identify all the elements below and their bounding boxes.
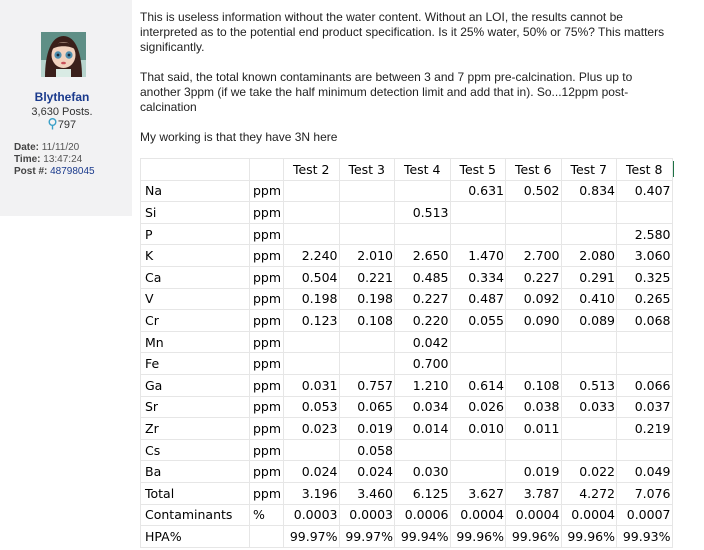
table-cell: 2.080 — [561, 245, 617, 267]
table-cell: 0.198 — [284, 288, 340, 310]
table-row — [141, 223, 678, 245]
table-cell — [284, 353, 340, 375]
table-cell: 0.022 — [561, 461, 617, 483]
doll-avatar-icon — [41, 32, 86, 77]
row-label: P — [141, 223, 250, 245]
table-cell: 0.092 — [506, 288, 562, 310]
table-cell: 0.023 — [284, 418, 340, 440]
table-cell: 7.076 — [617, 482, 673, 504]
table-cell: 0.220 — [395, 310, 451, 332]
row-label: Si — [141, 202, 250, 224]
table-cell: 0.089 — [561, 310, 617, 332]
table-cell — [506, 439, 562, 461]
table-cell: 0.265 — [617, 288, 673, 310]
row-unit: ppm — [250, 223, 284, 245]
row-unit: ppm — [250, 418, 284, 440]
table-cell — [506, 353, 562, 375]
table-row — [141, 396, 678, 418]
post-number — [14, 166, 95, 177]
time-value: 13:47:24 — [43, 154, 83, 165]
table-cell: 0.037 — [617, 396, 673, 418]
table-cell: 2.650 — [395, 245, 451, 267]
table-cell: 0.407 — [617, 180, 673, 202]
table-cell: 99.94% — [395, 526, 451, 548]
row-unit: ppm — [250, 396, 284, 418]
column-header: Test 8 — [617, 159, 673, 181]
table-cell — [284, 331, 340, 353]
table-cell: 99.93% — [617, 526, 673, 548]
table-cell: 0.227 — [506, 266, 562, 288]
table-row — [141, 439, 678, 461]
row-label: Contaminants — [141, 504, 250, 526]
row-unit: ppm — [250, 353, 284, 375]
table-cell: 0.0006 — [395, 504, 451, 526]
table-cell: 0.010 — [450, 418, 506, 440]
row-unit: ppm — [250, 461, 284, 483]
table-row — [141, 288, 678, 310]
table-cell: 0.090 — [506, 310, 562, 332]
table-edge-cell — [672, 245, 677, 267]
row-label: Mn — [141, 331, 250, 353]
table-row — [141, 418, 678, 440]
row-label: Zr — [141, 418, 250, 440]
reputation-value: 797 — [57, 119, 77, 131]
table-cell — [561, 418, 617, 440]
table-cell — [561, 353, 617, 375]
table-cell: 0.198 — [339, 288, 395, 310]
table-cell: 0.0003 — [339, 504, 395, 526]
table-edge-cell — [672, 266, 677, 288]
table-cell: 0.325 — [617, 266, 673, 288]
table-cell: 0.410 — [561, 288, 617, 310]
row-unit: ppm — [250, 374, 284, 396]
table-cell: 0.038 — [506, 396, 562, 418]
table-cell: 3.460 — [339, 482, 395, 504]
avatar[interactable] — [41, 32, 86, 77]
table-cell: 0.834 — [561, 180, 617, 202]
row-unit: ppm — [250, 482, 284, 504]
time-label: Time: — [14, 154, 41, 165]
table-cell — [617, 353, 673, 375]
row-label: Ca — [141, 266, 250, 288]
table-cell — [339, 180, 395, 202]
row-unit: ppm — [250, 439, 284, 461]
table-edge-cell — [672, 331, 677, 353]
table-cell: 0.0004 — [506, 504, 562, 526]
table-cell: 99.96% — [450, 526, 506, 548]
table-cell: 6.125 — [395, 482, 451, 504]
table-cell: 4.272 — [561, 482, 617, 504]
row-label: Ga — [141, 374, 250, 396]
table-cell: 0.055 — [450, 310, 506, 332]
table-cell: 0.227 — [395, 288, 451, 310]
table-cell — [339, 331, 395, 353]
row-unit — [250, 526, 284, 548]
table-cell: 0.513 — [561, 374, 617, 396]
table-row — [141, 504, 678, 526]
table-corner-cell — [141, 159, 250, 181]
column-header: Test 5 — [450, 159, 506, 181]
table-edge-cell — [672, 353, 677, 375]
row-label: V — [141, 288, 250, 310]
table-cell — [339, 202, 395, 224]
row-unit: ppm — [250, 310, 284, 332]
table-cell: 0.334 — [450, 266, 506, 288]
table-cell: 0.0004 — [561, 504, 617, 526]
table-row — [141, 482, 678, 504]
table-edge-cell — [672, 202, 677, 224]
table-cell: 2.010 — [339, 245, 395, 267]
table-cell: 0.631 — [450, 180, 506, 202]
row-label: Sr — [141, 396, 250, 418]
table-cell: 99.96% — [561, 526, 617, 548]
table-cell: 0.034 — [395, 396, 451, 418]
cell-cursor — [672, 159, 677, 181]
table-cell — [395, 180, 451, 202]
post-number-link[interactable]: 48798045 — [50, 166, 95, 177]
table-edge-cell — [672, 439, 677, 461]
table-cell: 0.502 — [506, 180, 562, 202]
table-cell — [284, 202, 340, 224]
row-unit: ppm — [250, 266, 284, 288]
table-row — [141, 331, 678, 353]
table-cell: 0.031 — [284, 374, 340, 396]
table-header-row — [141, 159, 678, 181]
table-cell: 0.0007 — [617, 504, 673, 526]
table-cell: 0.614 — [450, 374, 506, 396]
row-label: Total — [141, 482, 250, 504]
table-cell: 0.485 — [395, 266, 451, 288]
table-corner-cell — [250, 159, 284, 181]
table-cell: 1.470 — [450, 245, 506, 267]
table-row — [141, 461, 678, 483]
column-header: Test 3 — [339, 159, 395, 181]
row-unit: ppm — [250, 245, 284, 267]
table-cell: 0.513 — [395, 202, 451, 224]
table-cell — [617, 331, 673, 353]
table-cell: 0.024 — [339, 461, 395, 483]
table-edge-cell — [672, 180, 677, 202]
table-cell: 1.210 — [395, 374, 451, 396]
column-header: Test 2 — [284, 159, 340, 181]
row-label: Na — [141, 180, 250, 202]
table-cell: 99.96% — [506, 526, 562, 548]
row-label: Cr — [141, 310, 250, 332]
date-label: Date: — [14, 142, 40, 153]
post-body — [140, 10, 704, 145]
results-table — [140, 158, 678, 548]
post-text-line: This is useless information without the water content. Without an LOI, the results cannot be — [140, 10, 623, 24]
table-cell — [506, 223, 562, 245]
table-cell: 2.580 — [617, 223, 673, 245]
post-text-line: significantly. — [140, 40, 205, 54]
table-cell — [617, 202, 673, 224]
table-cell: 99.97% — [339, 526, 395, 548]
table-edge-cell — [672, 482, 677, 504]
table-cell — [561, 439, 617, 461]
table-cell: 0.108 — [339, 310, 395, 332]
table-cell — [450, 461, 506, 483]
table-edge-cell — [672, 310, 677, 332]
column-header: Test 7 — [561, 159, 617, 181]
table-cell — [284, 223, 340, 245]
table-cell — [450, 439, 506, 461]
user-sidebar — [0, 0, 132, 216]
table-row — [141, 180, 678, 202]
table-cell — [506, 331, 562, 353]
row-label: Ba — [141, 461, 250, 483]
table-edge-cell — [672, 504, 677, 526]
table-cell: 0.068 — [617, 310, 673, 332]
table-cell — [506, 202, 562, 224]
table-cell — [284, 439, 340, 461]
post-date — [14, 142, 79, 153]
column-header: Test 6 — [506, 159, 562, 181]
table-cell: 0.123 — [284, 310, 340, 332]
post-time — [14, 154, 82, 165]
table-cell — [339, 353, 395, 375]
table-cell: 0.504 — [284, 266, 340, 288]
table-row — [141, 266, 678, 288]
table-cell: 0.108 — [506, 374, 562, 396]
table-cell — [339, 223, 395, 245]
table-edge-cell — [672, 396, 677, 418]
table-cell: 0.221 — [339, 266, 395, 288]
table-cell: 3.787 — [506, 482, 562, 504]
table-cell: 3.060 — [617, 245, 673, 267]
table-cell: 3.196 — [284, 482, 340, 504]
table-cell — [617, 439, 673, 461]
table-cell — [561, 202, 617, 224]
table-cell: 0.011 — [506, 418, 562, 440]
table-cell: 0.030 — [395, 461, 451, 483]
table-edge-cell — [672, 288, 677, 310]
table-cell — [395, 439, 451, 461]
reputation — [0, 118, 124, 133]
table-cell: 0.700 — [395, 353, 451, 375]
column-header: Test 4 — [395, 159, 451, 181]
table-edge-cell — [672, 374, 677, 396]
post-number-label: Post #: — [14, 166, 48, 177]
table-row — [141, 526, 678, 548]
post-text-line: interpreted as to the potential end product specification. Is it 25% water, 50% or 75%? This matters — [140, 25, 665, 39]
table-row — [141, 245, 678, 267]
table-row — [141, 202, 678, 224]
username-link[interactable]: Blythefan — [34, 90, 90, 104]
table-cell — [561, 223, 617, 245]
row-unit: ppm — [250, 202, 284, 224]
table-cell — [450, 223, 506, 245]
table-cell: 0.019 — [339, 418, 395, 440]
cell-cursor-bar — [673, 161, 675, 177]
table-cell: 0.219 — [617, 418, 673, 440]
table-edge-cell — [672, 418, 677, 440]
row-label: Fe — [141, 353, 250, 375]
post-text-line: calcination — [140, 100, 197, 114]
table-cell — [561, 331, 617, 353]
table-cell: 0.042 — [395, 331, 451, 353]
table-edge-cell — [672, 461, 677, 483]
table-edge-cell — [672, 526, 677, 548]
table-cell — [450, 353, 506, 375]
table-edge-cell — [672, 223, 677, 245]
row-unit: ppm — [250, 288, 284, 310]
table-cell — [450, 202, 506, 224]
pin-icon — [48, 118, 57, 133]
table-cell: 0.014 — [395, 418, 451, 440]
table-cell: 0.065 — [339, 396, 395, 418]
table-cell — [284, 180, 340, 202]
table-cell: 0.053 — [284, 396, 340, 418]
table-cell: 0.019 — [506, 461, 562, 483]
table-cell — [450, 331, 506, 353]
table-row — [141, 353, 678, 375]
table-cell: 0.0003 — [284, 504, 340, 526]
table-cell: 99.97% — [284, 526, 340, 548]
table-cell: 0.049 — [617, 461, 673, 483]
row-label: K — [141, 245, 250, 267]
row-label: HPA% — [141, 526, 250, 548]
table-cell — [395, 223, 451, 245]
table-cell: 0.487 — [450, 288, 506, 310]
table-cell: 0.291 — [561, 266, 617, 288]
row-unit: ppm — [250, 331, 284, 353]
table-row — [141, 374, 678, 396]
table-cell: 2.700 — [506, 245, 562, 267]
table-cell: 0.058 — [339, 439, 395, 461]
post-text-line: another 3ppm (if we take the half minimum detection limit and add that in). So...12ppm post- — [140, 85, 629, 99]
table-cell: 0.0004 — [450, 504, 506, 526]
row-unit: ppm — [250, 180, 284, 202]
row-unit: % — [250, 504, 284, 526]
table-cell: 0.024 — [284, 461, 340, 483]
date-value: 11/11/20 — [41, 142, 80, 153]
table-cell: 2.240 — [284, 245, 340, 267]
post-text-line: That said, the total known contaminants are between 3 and 7 ppm pre-calcination. Plus up to — [140, 70, 633, 84]
table-row — [141, 310, 678, 332]
table-cell: 0.757 — [339, 374, 395, 396]
table-cell: 0.026 — [450, 396, 506, 418]
table-cell: 3.627 — [450, 482, 506, 504]
post-text-line: My working is that they have 3N here — [140, 130, 338, 144]
table-cell: 0.066 — [617, 374, 673, 396]
row-label: Cs — [141, 439, 250, 461]
table-cell: 0.033 — [561, 396, 617, 418]
post-count: 3,630 Posts. — [31, 106, 93, 118]
